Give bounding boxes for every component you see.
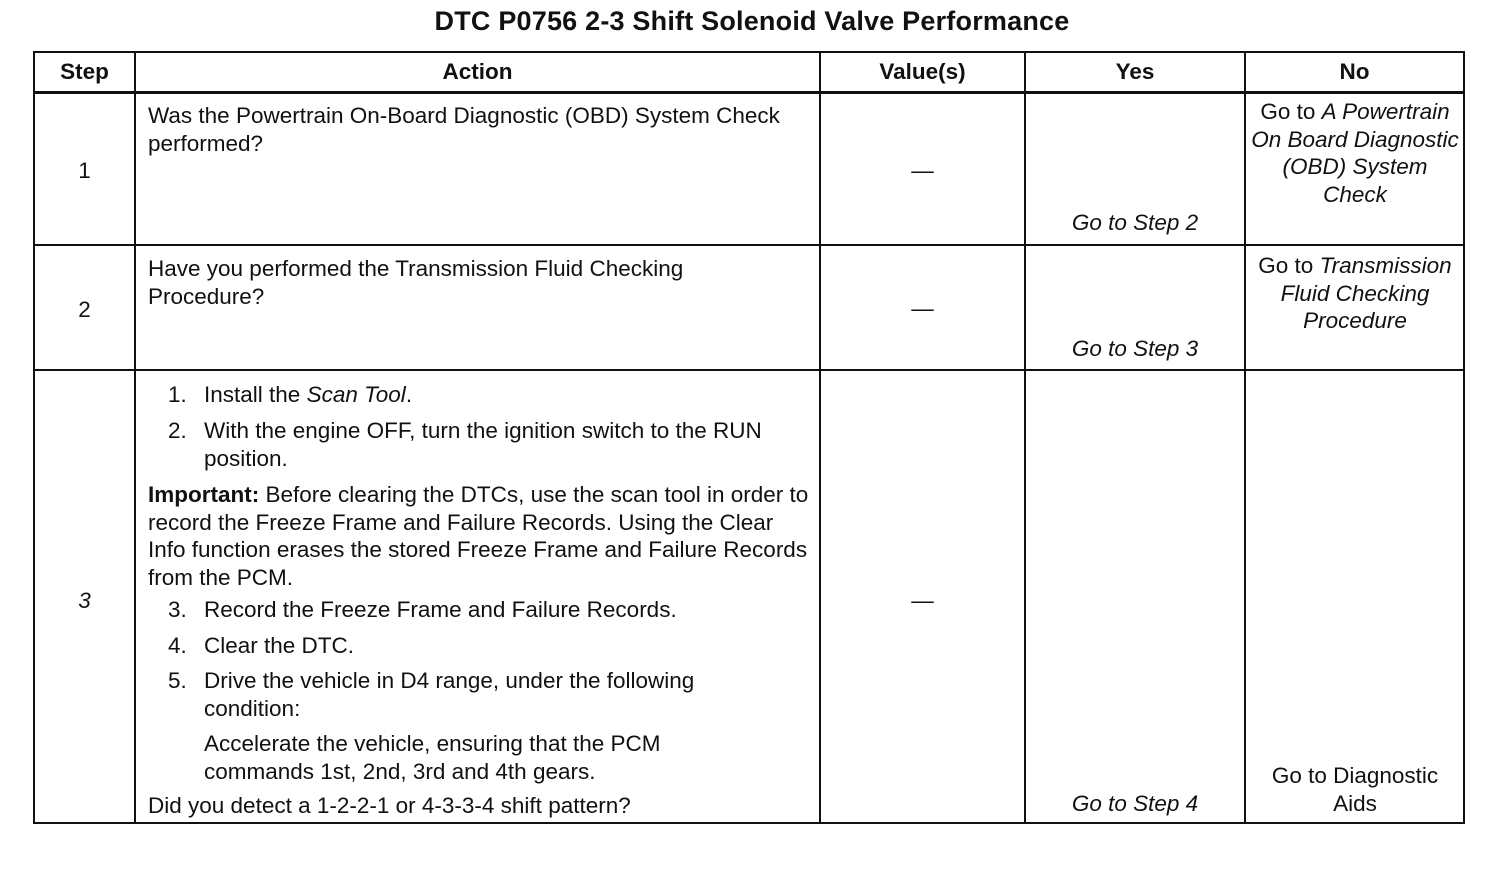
- list-number: 1.: [168, 382, 187, 407]
- row-divider: [33, 369, 1465, 371]
- header-yes: Yes: [1115, 59, 1155, 84]
- header-no: No: [1339, 59, 1370, 84]
- no-link[interactable]: [1250, 98, 1460, 208]
- header-step: Step: [60, 59, 109, 84]
- list-number: 4.: [168, 633, 187, 658]
- row-divider: [33, 244, 1465, 246]
- header-values: Value(s): [879, 59, 966, 84]
- list-text: Clear the DTC.: [204, 633, 355, 658]
- yes-link[interactable]: Go to Step 3: [1071, 336, 1199, 361]
- list-text: Record the Freeze Frame and Failure Records.: [204, 597, 677, 622]
- value-text: —: [911, 158, 934, 183]
- step-number: 3: [78, 588, 91, 613]
- scan-tool-link[interactable]: Scan Tool: [306, 382, 406, 407]
- list-number: 5.: [168, 668, 187, 693]
- list-text: Install the Scan Tool.: [204, 382, 413, 407]
- list-text: With the engine OFF, turn the ignition switch to the RUN position.: [204, 418, 762, 471]
- no-prefix: Go to: [1260, 99, 1316, 124]
- step-number: 2: [78, 297, 91, 322]
- no-link[interactable]: Go to Diagnostic Aids: [1271, 763, 1439, 816]
- yes-link[interactable]: Go to Step 2: [1071, 210, 1199, 235]
- no-prefix: Go to: [1258, 253, 1314, 278]
- header-divider: [33, 91, 1465, 94]
- no-link-text[interactable]: A Powertrain On Board Diagnostic (OBD) System Check: [1251, 99, 1459, 207]
- list-number: 3.: [168, 597, 187, 622]
- important-note: [148, 481, 810, 591]
- no-link-text[interactable]: Transmission Fluid Checking Procedure: [1280, 253, 1452, 333]
- action-text: Was the Powertrain On-Board Diagnostic (OBD) System Check performed?: [148, 103, 780, 156]
- list-text: Drive the vehicle in D4 range, under the following condition:: [204, 668, 695, 721]
- important-text: Before clearing the DTCs, use the scan tool in order to record the Freeze Frame and Failure Records. Using the Clear Info function erases the stored Freeze Frame and Failure Records from the PCM.: [148, 482, 809, 590]
- document-title: DTC P0756 2-3 Shift Solenoid Valve Performance: [434, 6, 1070, 36]
- no-link[interactable]: [1252, 252, 1458, 335]
- column-divider: [134, 51, 136, 824]
- step-number: 1: [78, 158, 91, 183]
- list-number: 2.: [168, 418, 187, 443]
- header-action: Action: [442, 59, 513, 84]
- yes-link[interactable]: Go to Step 4: [1071, 791, 1199, 816]
- column-divider: [1244, 51, 1246, 824]
- value-text: —: [911, 588, 934, 613]
- condition-text: Accelerate the vehicle, ensuring that the PCM commands 1st, 2nd, 3rd and 4th gears.: [204, 731, 661, 784]
- important-label: Important:: [148, 482, 260, 507]
- action-text: Have you performed the Transmission Fluid Checking Procedure?: [148, 256, 684, 309]
- question-text: Did you detect a 1-2-2-1 or 4-3-3-4 shift pattern?: [148, 793, 631, 818]
- value-text: —: [911, 296, 934, 321]
- column-divider: [1024, 51, 1026, 824]
